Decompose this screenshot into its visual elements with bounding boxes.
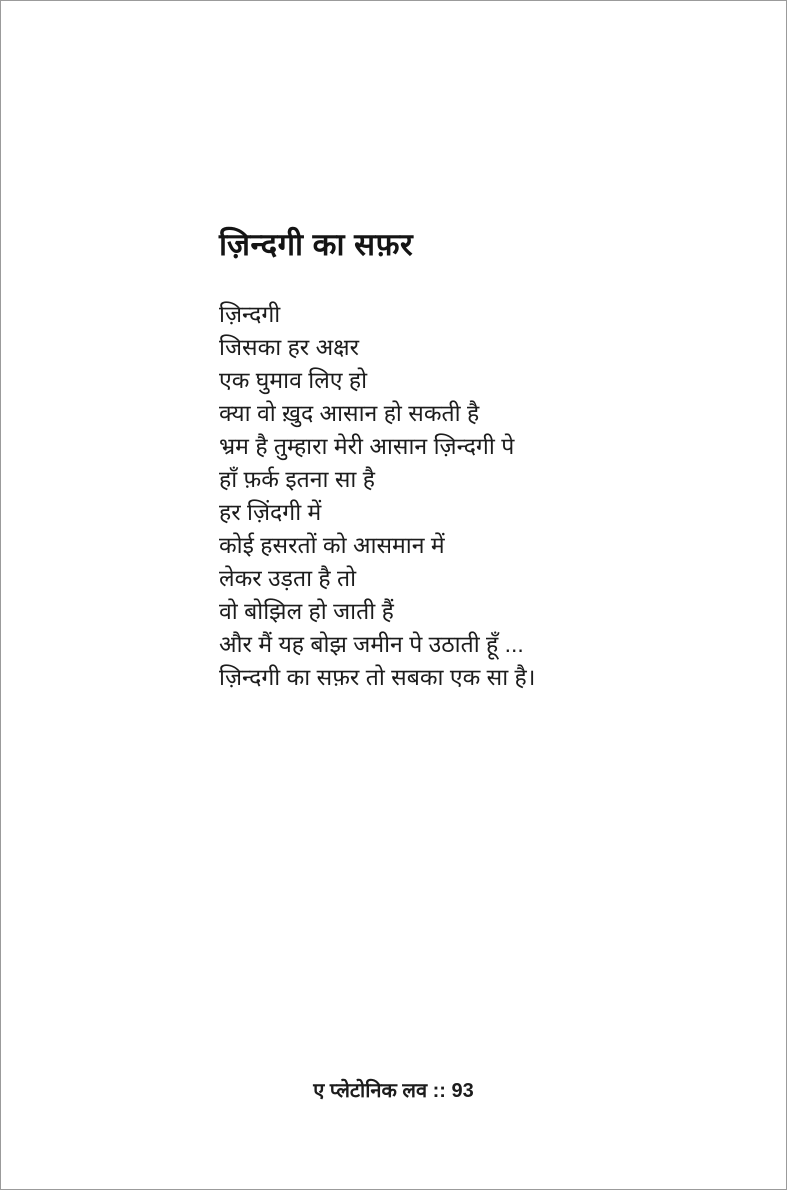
poem-body <box>219 298 535 694</box>
poem-line: हाँ फ़र्क इतना सा है <box>219 466 375 492</box>
poem-line: भ्रम है तुम्हारा मेरी आसान ज़िन्दगी पे <box>219 433 515 459</box>
poem-line: कोई हसरतों को आसमान में <box>219 532 445 558</box>
poem-line: और मैं यह बोझ जमीन पे उठाती हूँ ... <box>219 631 524 657</box>
page-footer: ए प्लेटोनिक लव :: 93 <box>313 1080 474 1102</box>
poem-line: हर ज़िंदगी में <box>219 499 322 525</box>
poem-line: ज़िन्दगी <box>219 301 281 327</box>
poem-line: वो बोझिल हो जाती हैं <box>219 598 394 624</box>
poem-line: ज़िन्दगी का सफ़र तो सबका एक सा है। <box>219 664 536 690</box>
poem-line: लेकर उड़ता है तो <box>219 565 357 591</box>
poem-title: ज़िन्दगी का सफ़र <box>219 227 414 262</box>
poem-line: एक घुमाव लिए हो <box>219 367 368 393</box>
poem-line: जिसका हर अक्षर <box>219 334 360 360</box>
poem-line: क्या वो ख़ुद आसान हो सकती है <box>219 400 480 426</box>
